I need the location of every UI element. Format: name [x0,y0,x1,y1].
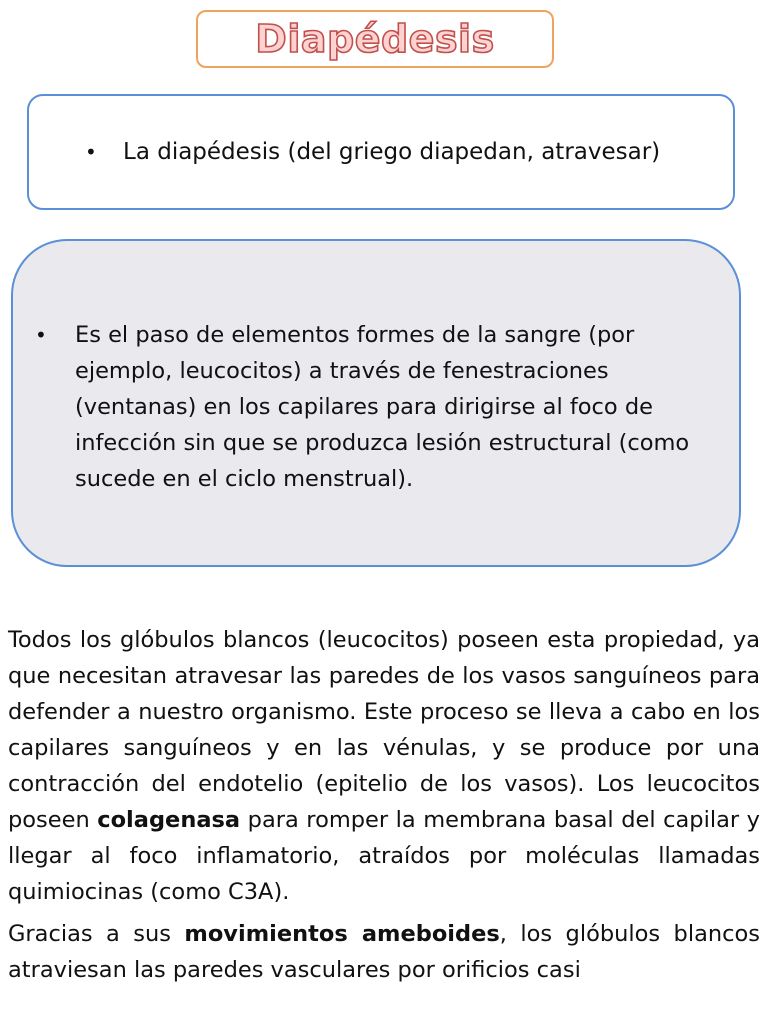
paragraph-one [8,622,760,910]
description-text: Es el paso de elementos formes de la sangre (por ejemplo, leucocitos) a través de fenestraciones (ventanas) en los capilares para dirigirse al foco de infección sin que se produzca lesión estructural (como sucede en el ciclo menstrual). [75,322,690,492]
paragraph-two [8,916,760,988]
bullet-icon: • [35,323,47,347]
paragraph-two-bold: movimientos ameboides [184,921,500,947]
title-box [196,10,554,68]
paragraph-one-text-a: Todos los glóbulos blancos (leucocitos) poseen esta propiedad, ya que necesitan atravesar las paredes de los vasos sanguíneos para defender a nuestro organismo. Este proceso se lleva a cabo en los capilares sanguíneos y en las vénulas, y se produce por una contracción del endotelio (epitelio de los vasos). Los leucocitos poseen [8,627,760,833]
page-title: Diapédesis [255,17,495,61]
bullet-icon: • [85,140,97,164]
definition-box [27,94,735,210]
paragraph-two-text-b: , los glóbulos blancos atraviesan las paredes vasculares por orificios casi [8,921,760,983]
description-box [11,239,741,567]
description-bullet-item [35,317,705,497]
paragraph-one-text-b: para romper la membrana basal del capilar y llegar al foco inflamatorio, atraídos por moléculas llamadas quimiocinas (como C3A). [8,807,760,905]
paragraph-one-bold: colagenasa [97,807,241,833]
definition-text: La diapédesis (del griego diapedan, atravesar) [123,139,661,165]
paragraph-two-text-a: Gracias a sus [8,921,185,947]
body-text [8,622,760,994]
definition-bullet-item [85,136,660,168]
